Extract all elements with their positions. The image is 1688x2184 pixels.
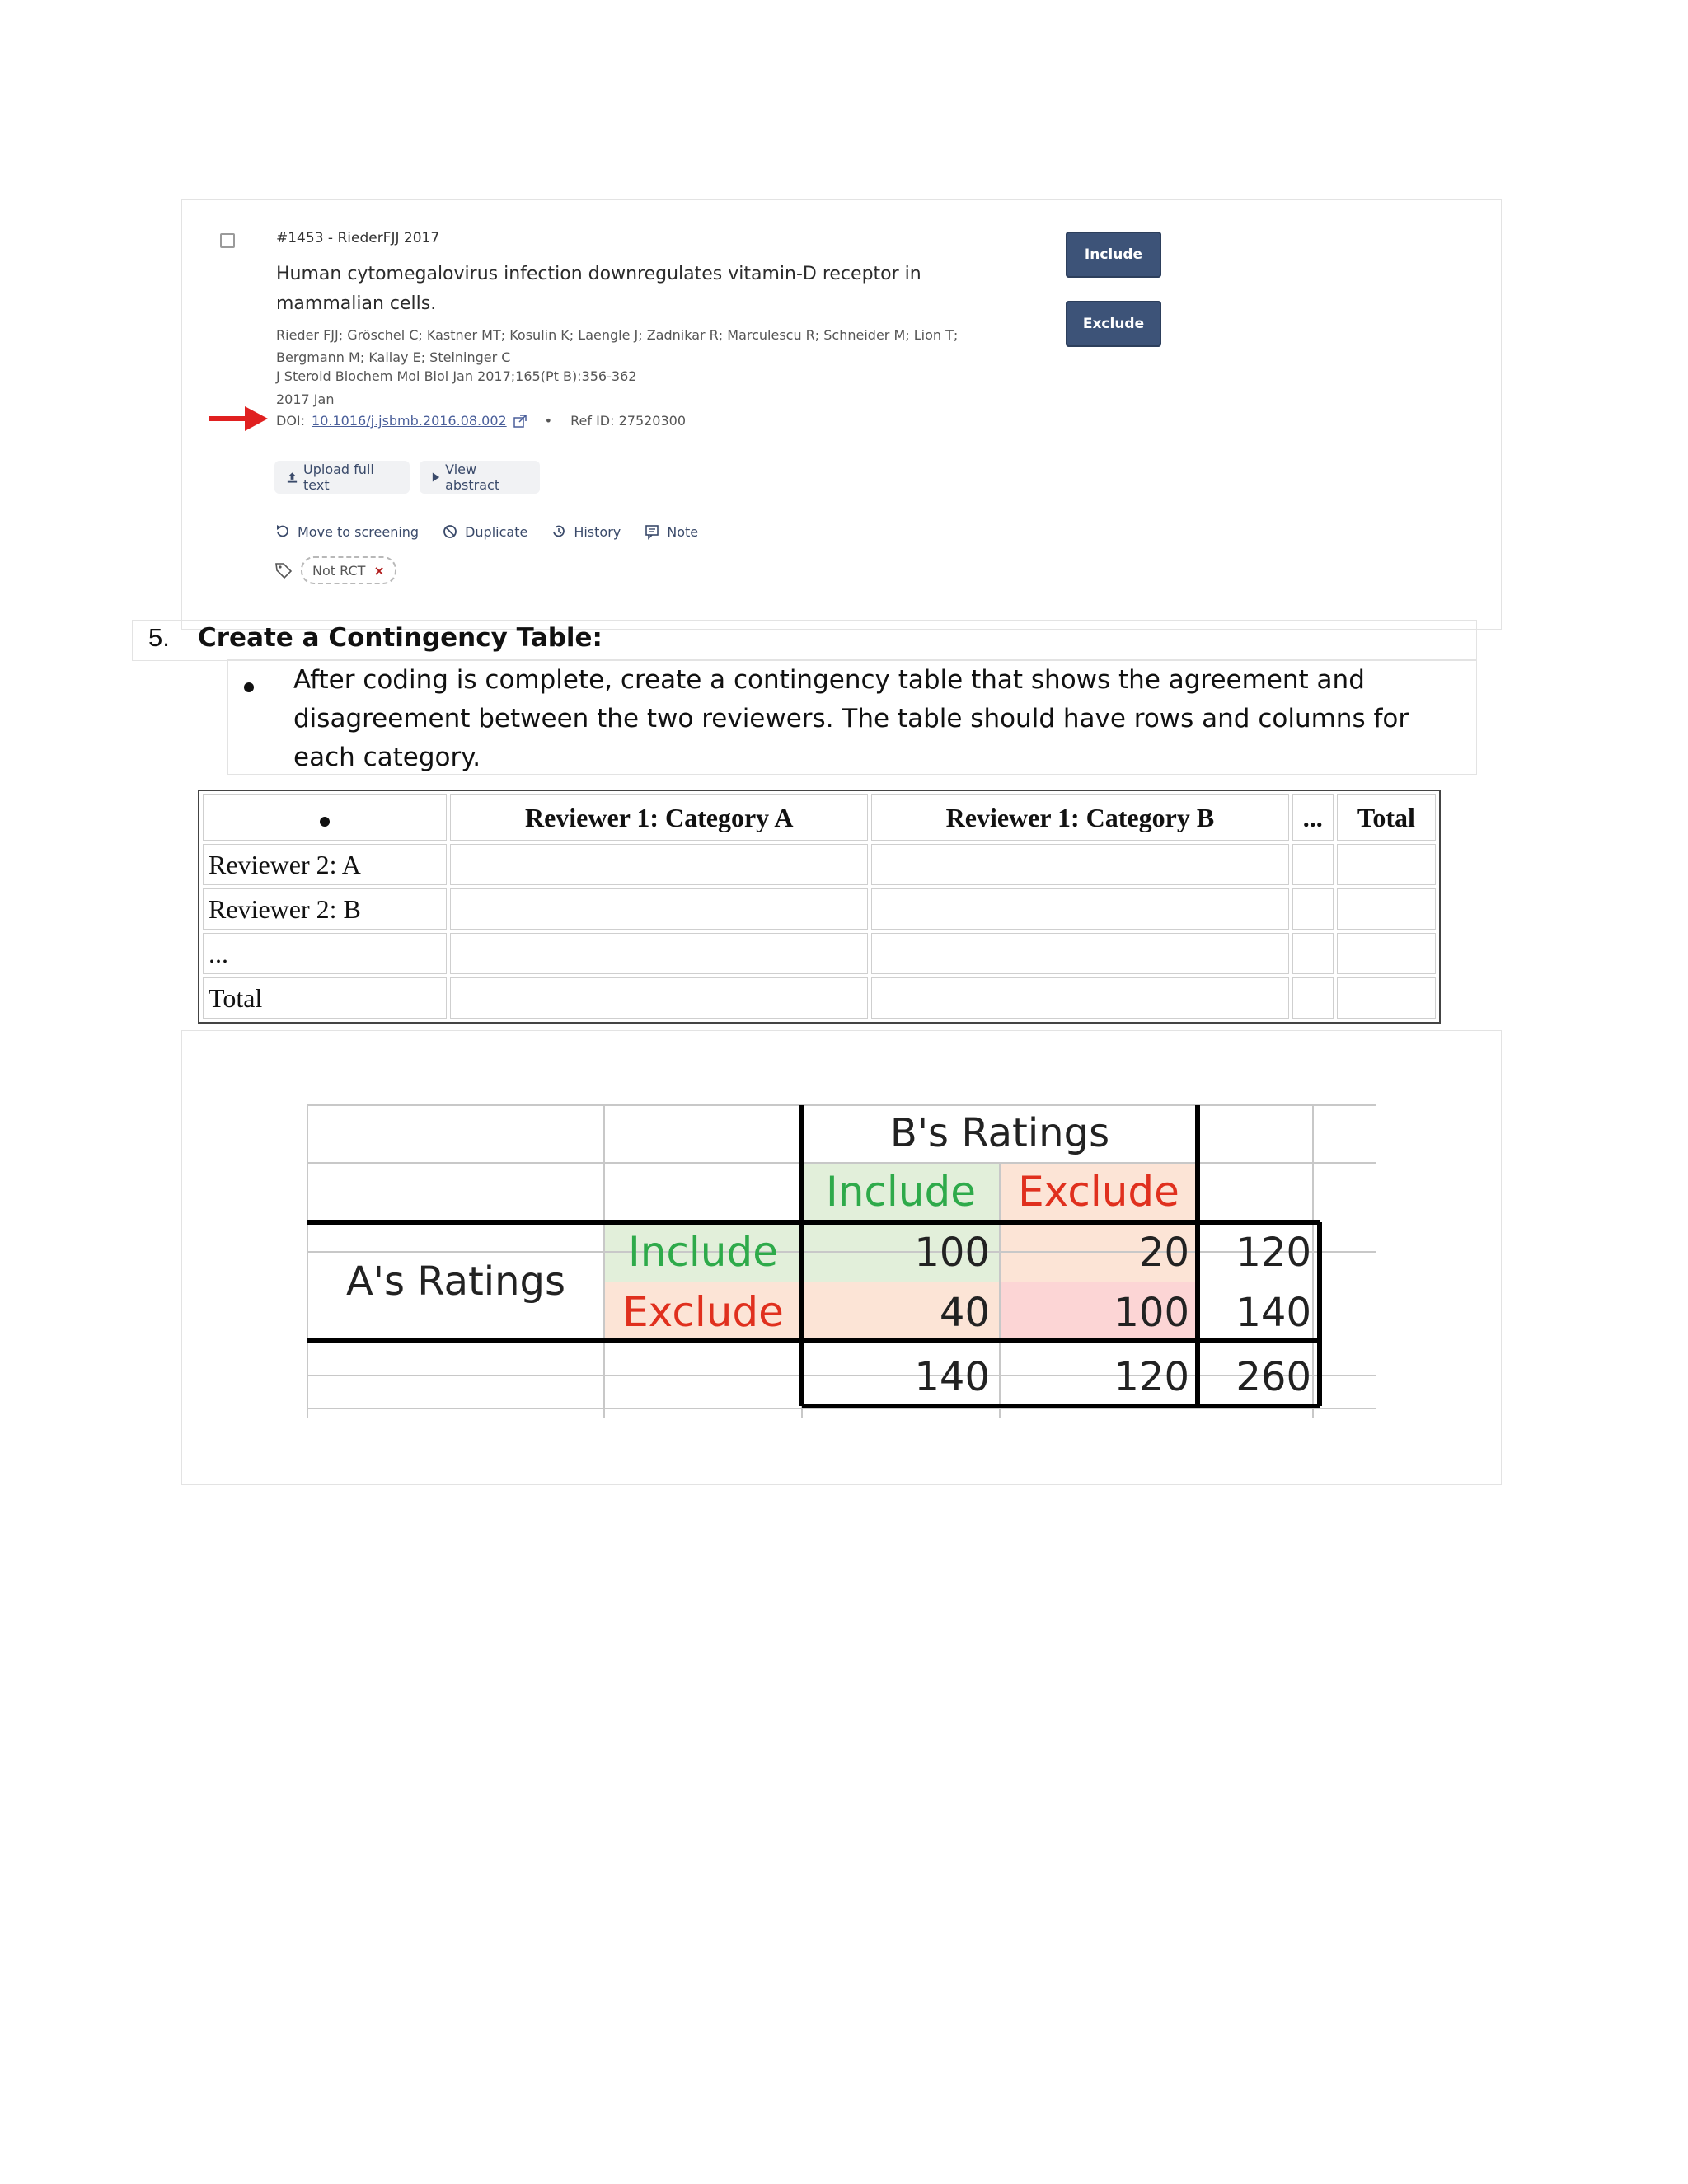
doi-row [276, 413, 686, 429]
template-contingency-table [198, 790, 1441, 1024]
tag-label: Not RCT [312, 562, 366, 579]
b-include-label: Include [825, 1168, 977, 1216]
bullet-icon [244, 682, 254, 692]
row-label: Reviewer 2: A [203, 844, 447, 885]
cell-exclude-exclude: 100 [1114, 1290, 1189, 1336]
record-select-checkbox[interactable] [220, 233, 235, 248]
table-cell [871, 933, 1289, 974]
b-ratings-title: B's Ratings [889, 1110, 1110, 1156]
step-number: 5. [148, 623, 170, 652]
table-cell [1337, 977, 1436, 1019]
col-total-include: 140 [914, 1354, 990, 1400]
view-abstract-label: View abstract [445, 462, 500, 493]
ref-id: Ref ID: 27520300 [570, 413, 687, 429]
include-button[interactable]: Include [1066, 232, 1161, 278]
duplicate-action[interactable] [442, 523, 528, 540]
table-cell [1292, 888, 1334, 930]
table-cell [450, 933, 868, 974]
ratings-grid-screenshot [181, 1030, 1502, 1485]
record-date: 2017 Jan [276, 391, 335, 407]
block-icon [442, 523, 458, 540]
table-cell [450, 977, 868, 1019]
step-title: Create a Contingency Table: [198, 623, 603, 653]
table-row [203, 977, 1436, 1019]
separator-dot: • [544, 413, 553, 429]
table-cell [1337, 933, 1436, 974]
col-total-exclude: 120 [1114, 1354, 1189, 1400]
header-corner-cell [203, 794, 447, 841]
view-abstract-button[interactable] [420, 461, 540, 494]
cell-include-exclude: 20 [1138, 1230, 1189, 1276]
b-exclude-label: Exclude [1018, 1168, 1179, 1216]
note-icon [644, 523, 660, 540]
a-exclude-label: Exclude [622, 1288, 784, 1336]
step-instruction: After coding is complete, create a contingency table that shows the agreement and disagreement between the two reviewers. The table should have rows and columns for each category. [293, 665, 1409, 772]
row-total-include: 120 [1236, 1230, 1311, 1276]
history-action[interactable] [551, 523, 621, 540]
row-label: Total [203, 977, 447, 1019]
remove-tag-icon[interactable]: × [373, 562, 385, 579]
table-cell [1292, 977, 1334, 1019]
upload-full-text-label: Upload full text [303, 462, 374, 493]
bullet-icon [320, 817, 330, 827]
row-total-exclude: 140 [1236, 1290, 1311, 1336]
table-cell [871, 888, 1289, 930]
a-ratings-title: A's Ratings [345, 1258, 566, 1305]
table-cell [1337, 888, 1436, 930]
table-row [203, 888, 1436, 930]
tag-chip [301, 556, 396, 584]
duplicate-label: Duplicate [465, 523, 528, 540]
table-cell [450, 844, 868, 885]
record-card [181, 199, 1502, 630]
ratings-grid [182, 1031, 1501, 1484]
red-arrow-icon [209, 405, 268, 433]
table-row [203, 933, 1436, 974]
table-cell [1337, 844, 1436, 885]
tag-row [274, 556, 396, 584]
record-actions [274, 523, 698, 540]
history-label: History [574, 523, 621, 540]
record-authors: Rieder FJJ; Gröschel C; Kastner MT; Kosulin K; Laengle J; Zadnikar R; Marculescu R; Schneider M; Lion T; Bergmann M; Kallay E; Steininger C [276, 327, 959, 365]
record-journal: J Steroid Biochem Mol Biol Jan 2017;165(Pt B):356-362 [276, 368, 637, 384]
header-category-a: Reviewer 1: Category A [450, 794, 868, 841]
header-category-b: Reviewer 1: Category B [871, 794, 1289, 841]
table-cell [450, 888, 868, 930]
header-total: Total [1337, 794, 1436, 841]
undo-icon [274, 523, 291, 540]
cell-include-include: 100 [914, 1230, 990, 1276]
note-label: Note [667, 523, 699, 540]
row-label: Reviewer 2: B [203, 888, 447, 930]
a-include-label: Include [627, 1228, 779, 1276]
note-action[interactable] [644, 523, 698, 540]
external-link-icon[interactable] [513, 415, 527, 428]
cell-exclude-include: 40 [939, 1290, 990, 1336]
table-cell [1292, 844, 1334, 885]
exclude-button[interactable]: Exclude [1066, 301, 1161, 347]
grand-total: 260 [1236, 1354, 1311, 1400]
row-label: ... [203, 933, 447, 974]
tag-icon [274, 561, 293, 579]
header-ellipsis: ... [1292, 794, 1334, 841]
table-cell [1292, 933, 1334, 974]
upload-icon [286, 471, 298, 484]
history-icon [551, 523, 567, 540]
upload-full-text-button[interactable] [274, 461, 410, 494]
record-title: Human cytomegalovirus infection downregulates vitamin-D receptor in mammalian cells. [276, 264, 921, 314]
table-row [203, 844, 1436, 885]
caret-right-icon [431, 471, 440, 484]
move-to-screening-action[interactable] [274, 523, 419, 540]
table-cell [871, 844, 1289, 885]
move-to-screening-label: Move to screening [298, 523, 420, 540]
doi-link[interactable]: 10.1016/j.jsbmb.2016.08.002 [312, 413, 507, 429]
record-id: #1453 - RiederFJJ 2017 [276, 230, 440, 246]
table-cell [871, 977, 1289, 1019]
doi-label: DOI: [276, 413, 306, 429]
